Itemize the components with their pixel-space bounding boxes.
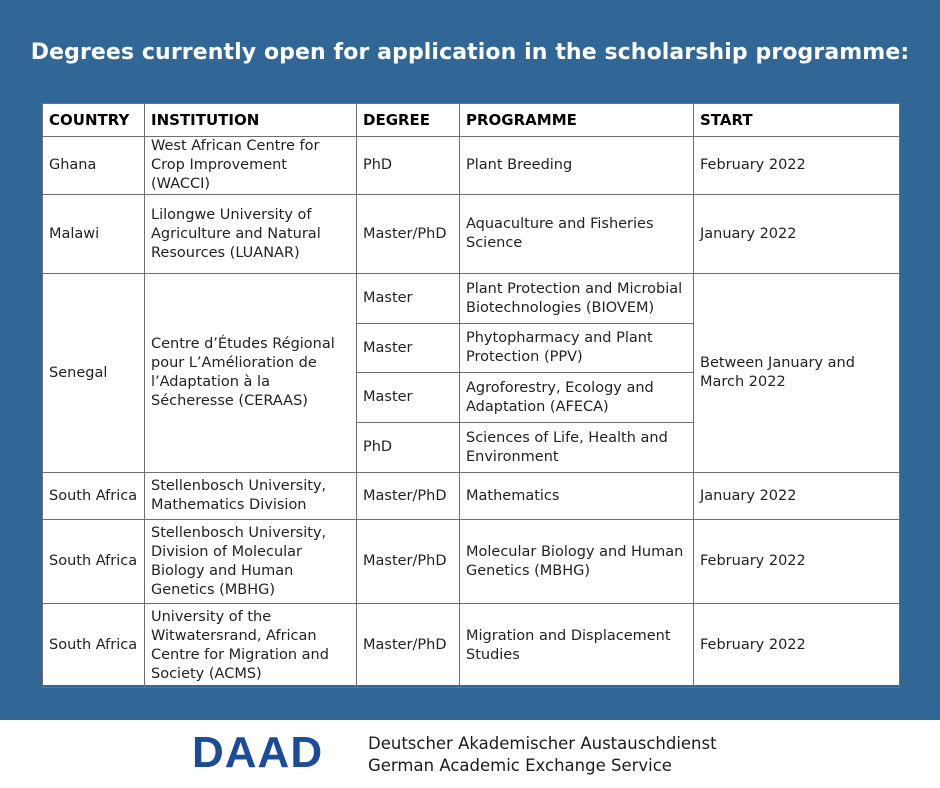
cell-country: Senegal bbox=[43, 274, 145, 473]
cell-degree: Master/PhD bbox=[357, 473, 460, 520]
cell-programme: Sciences of Life, Health and Environment bbox=[460, 423, 694, 473]
organization-name-english: German Academic Exchange Service bbox=[368, 756, 672, 775]
cell-programme: Mathematics bbox=[460, 473, 694, 520]
cell-country: South Africa bbox=[43, 604, 145, 688]
header-country: COUNTRY bbox=[43, 104, 145, 137]
cell-degree: Master bbox=[357, 324, 460, 373]
header-start: START bbox=[694, 104, 900, 137]
header-programme: PROGRAMME bbox=[460, 104, 694, 137]
table-row bbox=[43, 274, 900, 324]
cell-start: Between January and March 2022 bbox=[694, 274, 900, 473]
cell-institution: West African Centre for Crop Improvement (WACCI) bbox=[145, 137, 357, 195]
cell-degree: PhD bbox=[357, 137, 460, 195]
cell-institution: Stellenbosch University, Mathematics Division bbox=[145, 473, 357, 520]
cell-degree: Master/PhD bbox=[357, 195, 460, 274]
cell-institution: Lilongwe University of Agriculture and Natural Resources (LUANAR) bbox=[145, 195, 357, 274]
cell-degree: Master/PhD bbox=[357, 604, 460, 688]
cell-start: January 2022 bbox=[694, 195, 900, 274]
cell-institution: Stellenbosch University, Division of Molecular Biology and Human Genetics (MBHG) bbox=[145, 520, 357, 604]
degrees-table-container bbox=[42, 103, 899, 685]
organization-name bbox=[368, 733, 717, 777]
cell-country: Ghana bbox=[43, 137, 145, 195]
cell-start: February 2022 bbox=[694, 604, 900, 688]
cell-start: January 2022 bbox=[694, 473, 900, 520]
cell-institution: University of the Witwatersrand, African Centre for Migration and Society (ACMS) bbox=[145, 604, 357, 688]
cell-start: February 2022 bbox=[694, 520, 900, 604]
header-institution: INSTITUTION bbox=[145, 104, 357, 137]
cell-programme: Plant Protection and Microbial Biotechnologies (BIOVEM) bbox=[460, 274, 694, 324]
cell-programme: Phytopharmacy and Plant Protection (PPV) bbox=[460, 324, 694, 373]
cell-institution: Centre d’Études Régional pour L’Amélioration de l’Adaptation à la Sécheresse (CERAAS) bbox=[145, 274, 357, 473]
page-title: Degrees currently open for application in the scholarship programme: bbox=[30, 40, 910, 65]
table-header-row bbox=[43, 104, 900, 137]
cell-degree: PhD bbox=[357, 423, 460, 473]
cell-country: South Africa bbox=[43, 473, 145, 520]
cell-programme: Agroforestry, Ecology and Adaptation (AFECA) bbox=[460, 373, 694, 423]
cell-programme: Molecular Biology and Human Genetics (MBHG) bbox=[460, 520, 694, 604]
cell-degree: Master/PhD bbox=[357, 520, 460, 604]
degrees-table bbox=[42, 103, 900, 688]
cell-degree: Master bbox=[357, 373, 460, 423]
cell-country: South Africa bbox=[43, 520, 145, 604]
table-row bbox=[43, 137, 900, 195]
cell-start: February 2022 bbox=[694, 137, 900, 195]
organization-name-german: Deutscher Akademischer Austauschdienst bbox=[368, 734, 717, 753]
table-row bbox=[43, 195, 900, 274]
cell-programme: Aquaculture and Fisheries Science bbox=[460, 195, 694, 274]
table-row bbox=[43, 473, 900, 520]
header-degree: DEGREE bbox=[357, 104, 460, 137]
cell-programme: Plant Breeding bbox=[460, 137, 694, 195]
daad-logo: DAAD bbox=[192, 728, 324, 777]
table-row bbox=[43, 604, 900, 688]
table-row bbox=[43, 520, 900, 604]
cell-programme: Migration and Displacement Studies bbox=[460, 604, 694, 688]
cell-degree: Master bbox=[357, 274, 460, 324]
cell-country: Malawi bbox=[43, 195, 145, 274]
